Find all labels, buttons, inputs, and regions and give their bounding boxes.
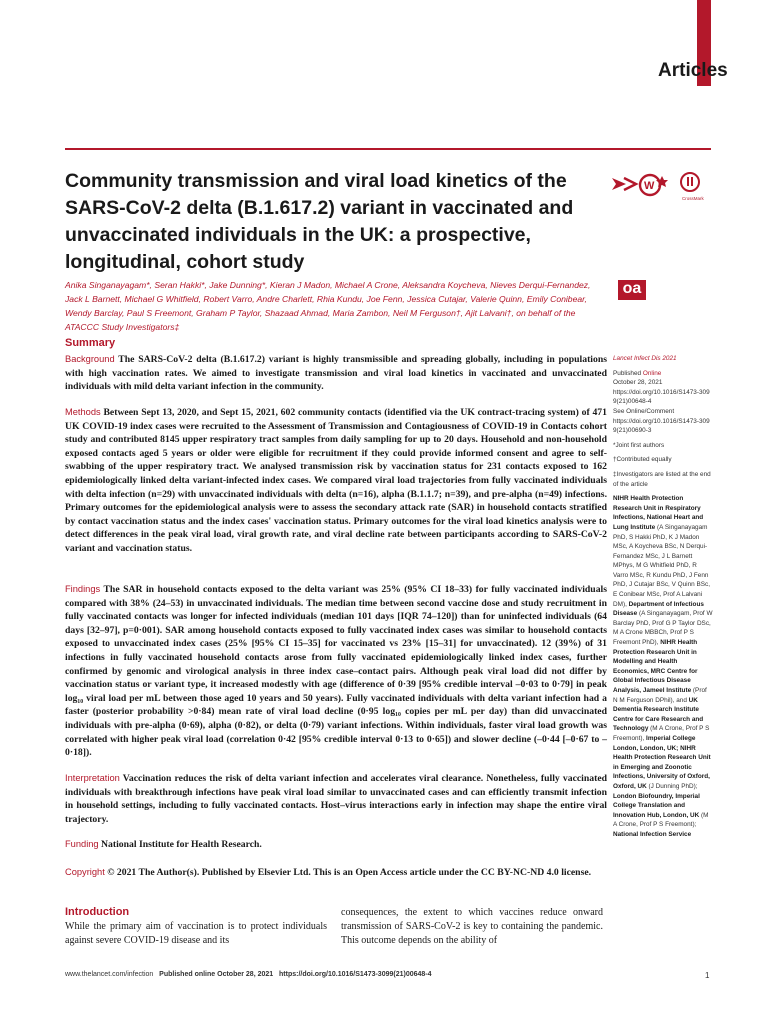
page-footer (65, 971, 432, 978)
introduction-heading: Introduction (65, 906, 130, 918)
open-access-badge: oa (618, 280, 646, 300)
affiliation-2: Department of Infectious Disease (613, 600, 704, 618)
footnote-joint-first: *Joint first authors (613, 441, 665, 449)
affiliation-6: London Biofoundry, Imperial College Translation and Innovation Hub, London, UK (613, 792, 700, 819)
comment-link[interactable]: Online/Comment (626, 407, 675, 415)
interpretation-label: Interpretation (65, 773, 120, 783)
footer-published: Published online October 28, 2021 (159, 971, 274, 978)
published-line: Published Online (613, 369, 662, 377)
comment-doi-link[interactable]: https://doi.org/10.1016/S1473-3099(21)00690-3 (613, 417, 710, 435)
interpretation-text: Vaccination reduces the risk of delta variant infection and accelerates viral clearance. Nonetheless, fully vaccinated individuals with breakthrough infections have peak viral load similar to unvaccinated cases and can efficiently transmit infection in household settings, including to fully vaccinated contacts. Host–virus interactions early in infection may shape the entire viral trajectory. (65, 773, 608, 825)
published-date: October 28, 2021 (613, 379, 663, 387)
copyright-text: © 2021 The Author(s). Published by Elsevier Ltd. This is an Open Access article under the CC BY-NC-ND 4.0 license. (107, 867, 592, 878)
funding-label: Funding (65, 839, 99, 849)
abstract-methods (65, 406, 607, 556)
methods-label: Methods (65, 407, 101, 417)
affiliation-1: NIHR Health Protection Research Unit in Respiratory Infections, National Heart and Lung Institute (613, 495, 704, 531)
affiliation-3: NIHR Health Protection Research Unit in Modelling and Health Economics, MRC Centre for Global Infectious Disease Analysis, Jameel Institute (613, 639, 698, 694)
article-info-sidebar (613, 354, 713, 840)
online-link[interactable]: Online (642, 369, 662, 377)
findings-label: Findings (65, 584, 101, 594)
affiliation-7: National Infection Service (613, 830, 692, 838)
section-label: Articles (658, 60, 728, 81)
findings-text: The SAR in household contacts exposed to the delta variant was 25% (95% CI 18–33) for fully vaccinated individuals compared with 38% (24–53) in unvaccinated individuals. The median time between second vaccine dose and study recruitment in fully vaccinated contacts was longer for infected individuals (median 101 days [IQR 74–120]) than for uninfected individuals (64 days [32–97], p=0·001). SAR among household contacts exposed to fully vaccinated index cases was similar to household contacts exposed to unvaccinated index cases (25% [95% CI 15–35] for vaccinated vs 23% [15–31] for unvaccinated). 12 (39%) of 31 infections in fully vaccinated household contacts arose from fully vaccinated epidemiologically linked index cases, further confirmed by genomic and virological analysis in three index case–contact pairs. Although peak viral load did not differ by vaccination status or variant type, it increased modestly with age (difference of 0·39 [95% credible interval –0·03 to 0·79] in peak log₁₀ viral load per mL between those aged 10 years and 50 years). Fully vaccinated individuals with delta variant infection had a faster (posterior probability >0·84) mean rate of viral load decline (0·95 log₁₀ copies per mL per day) than did unvaccinated individuals with pre-alpha (0·69), alpha (0·82), or delta (0·79) variant infections. Within individuals, faster viral load growth was correlated with higher peak viral load (correlation 0·42 [95% credible interval 0·13 to 0·65]) and slower decline (–0·44 [–0·67 to –0·18]). (65, 584, 607, 759)
footer-doi[interactable]: https://doi.org/10.1016/S1473-3099(21)00648-4 (279, 971, 432, 978)
abstract-interpretation (65, 772, 607, 826)
crossmark-text: CrossMark (682, 196, 704, 201)
article-title: Community transmission and viral load kinetics of the SARS-CoV-2 delta (B.1.617.2) variant in vaccinated and unvaccinated individuals in the UK: a prospective, longitudinal, cohort study (65, 170, 574, 273)
abstract-findings (65, 583, 607, 760)
methods-text: Between Sept 13, 2020, and Sept 15, 2021, 602 community contacts (identified via the UK contract-tracing system) of 471 UK COVID-19 index cases were recruited to the Assessment of Transmission and Contagiousness of COVID-19 in Contacts cohort study and contributed 8145 upper respiratory tract samples from daily sampling for up to 20 days. Household and non-household exposed contacts aged 5 years or older were eligible for recruitment if they could provide informed consent and agree to self-swabbing of the upper respiratory tract. We analysed transmission risk by vaccination status for 231 contacts exposed to 162 epidemiologically linked delta variant-infected index cases. We compared viral load trajectories from fully vaccinated individuals with delta infection (n=29) with unvaccinated individuals with delta (n=16), alpha (B.1.1.7; n=39), and pre-alpha (n=49) infections. Primary outcomes for the epidemiological analysis were to assess the secondary attack rate (SAR) in household contacts stratified by contact vaccination status and the index cases' vaccination status. Primary outcomes for the viral load kinetics analysis were to detect differences in the peak viral load, viral growth rate, and viral decline rate between participants according to SARS-CoV-2 variant and vaccination status. (65, 407, 607, 554)
background-label: Background (65, 354, 115, 364)
background-text: The SARS-CoV-2 delta (B.1.617.2) variant is highly transmissible and spreading globally, including in populations with high vaccination rates. We aimed to investigate transmission and viral load kinetics in vaccinated and unvaccinated individuals with mild delta variant infection in the community. (65, 354, 607, 393)
affiliation-4: UK Dementia Research Institute Centre for Care Research and Technology (613, 696, 704, 733)
summary-heading: Summary (65, 337, 116, 349)
footnote-contributed: †Contributed equally (613, 456, 672, 464)
svg-text:W: W (644, 180, 655, 192)
page-number: 1 (705, 971, 710, 980)
abstract-funding (65, 838, 607, 852)
copyright-label: Copyright (65, 867, 105, 877)
intro-column-1: While the primary aim of vaccination is to protect individuals against severe COVID-19 disease and its (65, 921, 327, 946)
affiliations: NIHR Health Protection Research Unit in Respiratory Infections, National Heart and Lung Institute (A Singanayagam PhD, S Hakki PhD, K J Madon MSc, A Koycheva BSc, N Derqui-Fernandez MSc, J L Barnett MPhys, M G Whitfield PhD, R Varro MSc, R Kundu PhD, J Fenn PhD, J Cutajar BSc, V Quinn BSc, E Conibear MSc, Prof A Lalvani DM), Department of Infectious Disease (A Singanayagam, Prof W Barclay PhD, Prof G P Taylor DSc, M A Crone MBBCh, Prof P S Freemont PhD), NIHR Health Protection Research Unit in Modelling and Health Economics, MRC Centre for Global Infectious Disease Analysis, Jameel Institute (Prof N M Ferguson DPhil), and UK Dementia Research Institute Centre for Care Research and Technology (M A Crone, Prof P S Freemont), Imperial College London, London, UK; NIHR Health Protection Research Unit in Emerging and Zoonotic Infections, University of Oxford, Oxford, UK (J Dunning PhD); London Biofoundry, Imperial College Translation and Innovation Hub, London, UK (M A Crone, Prof P S Freemont); National Infection Service (613, 495, 713, 838)
abstract-copyright (65, 866, 607, 880)
author-list: Anika Singanayagam*, Seran Hakki*, Jake Dunning*, Kieran J Madon, Michael A Crone, Aleksandra Koycheva, Nieves Derqui-Fernandez, Jack L Barnett, Michael G Whitfield, Robert Varro, Andre Charlett, Rhia Kundu, Joe Fenn, Jessica Cutajar, Valerie Quinn, Emily Conibear, Wendy Barclay, Paul S Freemont, Graham P Taylor, Shazaad Ahmad, Maria Zambon, Neil M Ferguson†, Ajit Lalvani†, on behalf of the ATACCC Study Investigators‡ (65, 280, 591, 332)
crossmark-icon[interactable] (610, 168, 710, 200)
journal-citation: Lancet Infect Dis 2021 (613, 355, 677, 362)
affiliation-5: Imperial College London, London, UK; NIHR Health Protection Research Unit in Emerging and Zoonotic Infections, University of Oxford, Oxford, UK (613, 734, 711, 790)
funding-text: National Institute for Health Research. (101, 839, 262, 850)
abstract-background (65, 353, 607, 394)
doi-link[interactable]: https://doi.org/10.1016/S1473-3099(21)00648-4 (613, 388, 710, 406)
footnote-investigators: ‡Investigators are listed at the end of the article (613, 470, 711, 488)
journal-url[interactable]: www.thelancet.com/infection (65, 971, 154, 978)
intro-column-2: consequences, the extent to which vaccines reduce onward transmission of SARS-CoV-2 is key to containing the pandemic. This outcome depends on the ability of (341, 907, 603, 946)
see-line: See Online/Comment (613, 407, 675, 415)
header-rule (65, 148, 711, 150)
